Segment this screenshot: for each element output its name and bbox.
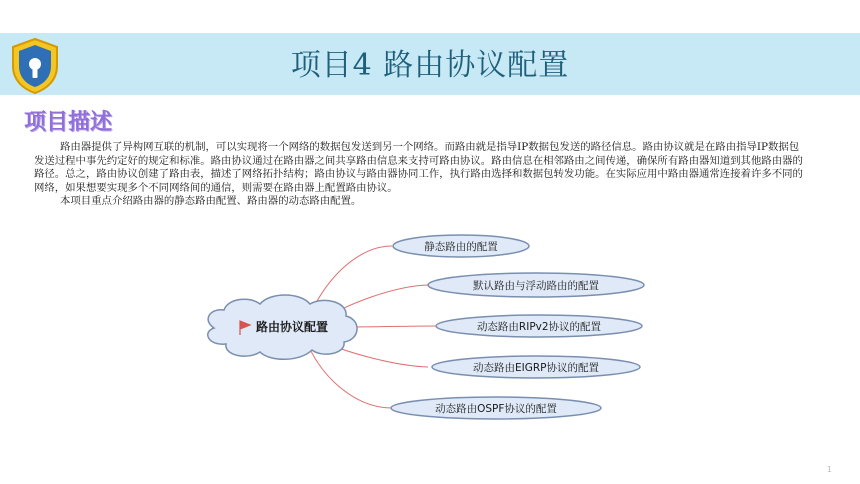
mindmap-branch-node: [436, 315, 642, 337]
mindmap-branch-label: 动态路由EIGRP协议的配置: [473, 362, 599, 374]
mindmap-branch-label: 动态路由RIPv2协议的配置: [476, 321, 602, 333]
mindmap-branch-node: [393, 235, 529, 257]
mindmap-center-node: [208, 295, 357, 359]
mindmap-branch-node: [428, 273, 644, 297]
page-number: 1: [826, 465, 832, 474]
mindmap-branch-node: [432, 356, 640, 378]
description-paragraph: 本项目重点介绍路由器的静态路由配置、路由器的动态路由配置。: [60, 195, 362, 208]
mindmap-branch-node: [391, 397, 601, 419]
page-title: 项目4 路由协议配置: [290, 48, 570, 83]
mindmap-branch-label: 默认路由与浮动路由的配置: [473, 280, 599, 292]
section-heading: 项目描述: [24, 110, 113, 135]
mindmap-branch-label: 动态路由OSPF协议的配置: [435, 403, 557, 415]
mindmap-branch-label: 静态路由的配置: [424, 241, 498, 253]
mindmap-diagram: [196, 228, 666, 428]
description-paragraph: 路由器提供了异构网互联的机制，可以实现将一个网络的数据包发送到另一个网络。而路由就是指导IP数据包发送的路径信息。路由协议就是在路由指导IP数据包发送过程中事先约定好的规定和标准。路由协议通过在路由器之间共享路由信息来支持可路由协议。路由信息在相邻路由之间传递，确保所有路由器知道到其他路由器的路径。总之，路由协议创建了路由表，描述了网络拓扑结构；路由协议与路由器协同工作，执行路由选择和数据包转发功能。在实际应用中路由器通常连接着许多不同的网络，如果想要实现多个不同网络间的通信，则需要在路由器上配置路由协议。: [34, 141, 803, 194]
project-description: [34, 141, 804, 209]
mindmap-center-label: 路由协议配置: [256, 320, 329, 334]
